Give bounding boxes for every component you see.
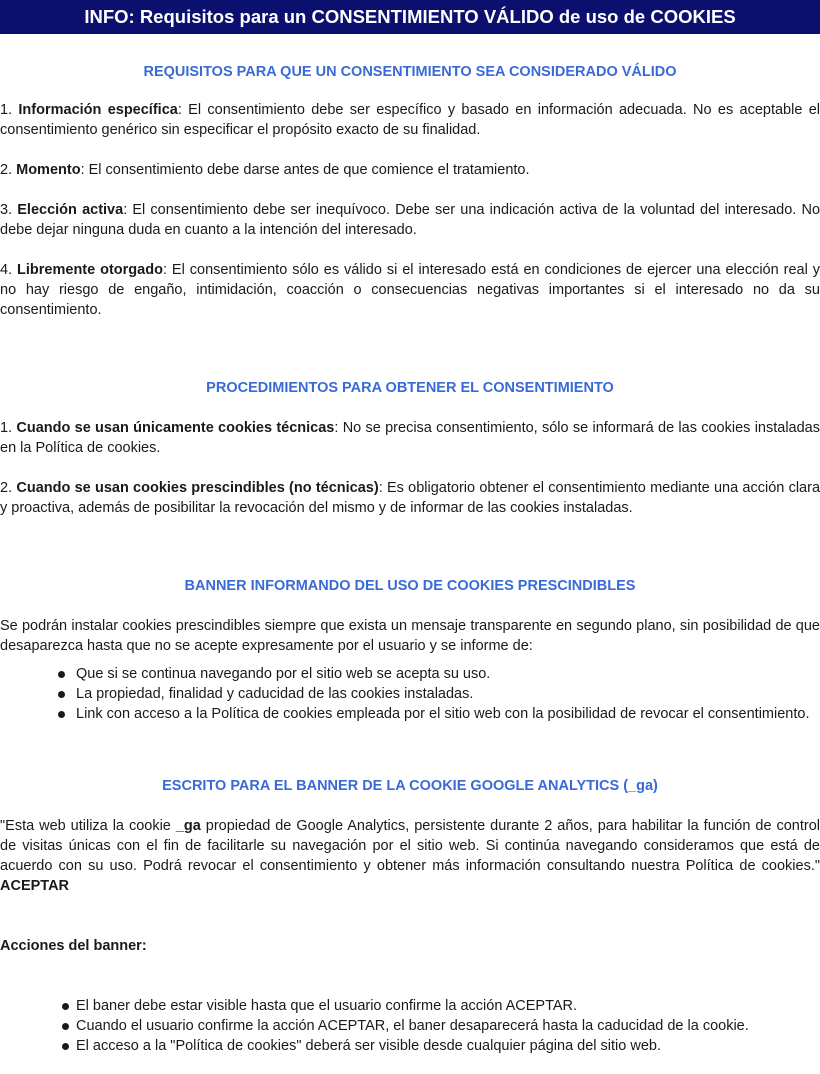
section-title-requisitos: REQUISITOS PARA QUE UN CONSENTIMIENTO SEA CONSIDERADO VÁLIDO — [143, 64, 677, 80]
document-body — [0, 62, 820, 1056]
page-title: INFO: Requisitos para un CONSENTIMIENTO VÁLIDO de uso de COOKIES — [84, 6, 736, 27]
requisito-4: 4. Libremente otorgado: El consentimiento sólo es válido si el interesado está en condiciones de ejercer una elección real y no hay riesgo de engaño, intimidación, coacción o consecuencias negativas importantes si el interesado no da su consentimiento. — [0, 262, 820, 318]
requisito-3: 3. Elección activa: El consentimiento debe ser inequívoco. Debe ser una indicación activa de la voluntad del interesado. No debe dejar ninguna duda en cuanto a la intención del interesado. — [0, 202, 820, 238]
section-title-banner: BANNER INFORMANDO DEL USO DE COOKIES PRESCINDIBLES — [184, 578, 636, 594]
procedimiento-2: 2. Cuando se usan cookies prescindibles (no técnicas): Es obligatorio obtener el consentimiento mediante una acción clara y proactiva, además de posibilitar la revocación del mismo y de informar de las cookies instaladas. — [0, 480, 820, 516]
procedimiento-1: 1. Cuando se usan únicamente cookies técnicas: No se precisa consentimiento, sólo se informará de las cookies instaladas en la Política de cookies. — [0, 420, 820, 456]
page-header — [0, 0, 820, 34]
banner-actions-list — [0, 996, 820, 1056]
requisito-2: 2. Momento: El consentimiento debe darse antes de que comience el tratamiento. — [0, 162, 530, 178]
requisito-1: 1. Información específica: El consentimiento debe ser específico y basado en información adecuada. No es aceptable el consentimiento genérico sin especificar el propósito exacto de su finalidad. — [0, 102, 820, 138]
list-item: El baner debe estar visible hasta que el usuario confirme la acción ACEPTAR. — [52, 996, 820, 1016]
section-title-escrito: ESCRITO PARA EL BANNER DE LA COOKIE GOOGLE ANALYTICS (_ga) — [162, 778, 658, 794]
bullet-icon — [58, 691, 65, 698]
bullet-icon — [62, 1023, 69, 1030]
list-item: El acceso a la "Política de cookies" deberá ser visible desde cualquier página del sitio web. — [52, 1036, 820, 1056]
list-item: Cuando el usuario confirme la acción ACEPTAR, el baner desaparecerá hasta la caducidad de la cookie. — [52, 1016, 820, 1036]
list-item: Link con acceso a la Política de cookies empleada por el sitio web con la posibilidad de revocar el consentimiento. — [52, 704, 820, 724]
bullet-icon — [58, 671, 65, 678]
bullet-icon — [62, 1043, 69, 1050]
section-title-procedimientos: PROCEDIMIENTOS PARA OBTENER EL CONSENTIMIENTO — [206, 380, 614, 396]
banner-text: "Esta web utiliza la cookie _ga propiedad de Google Analytics, persistente durante 2 años, para habilitar la función de control de visitas únicas con el fin de facilitarle su navegación por el sitio web. Si continúa navegando consideramos que está de acuerdo con su uso. Podrá revocar el consentimiento y obtener más información consultando nuestra Política de cookies." ACEPTAR — [0, 818, 820, 894]
bullet-icon — [62, 1003, 69, 1010]
bullet-icon — [58, 711, 65, 718]
list-item: Que si se continua navegando por el sitio web se acepta su uso. — [52, 664, 820, 684]
banner-requirements-list — [0, 664, 820, 724]
actions-title: Acciones del banner: — [0, 938, 147, 954]
list-item: La propiedad, finalidad y caducidad de las cookies instaladas. — [52, 684, 820, 704]
banner-intro: Se podrán instalar cookies prescindibles siempre que exista un mensaje transparente en segundo plano, sin posibilidad de que desaparezca hasta que no se acepte expresamente por el usuario y se informe de: — [0, 618, 820, 654]
